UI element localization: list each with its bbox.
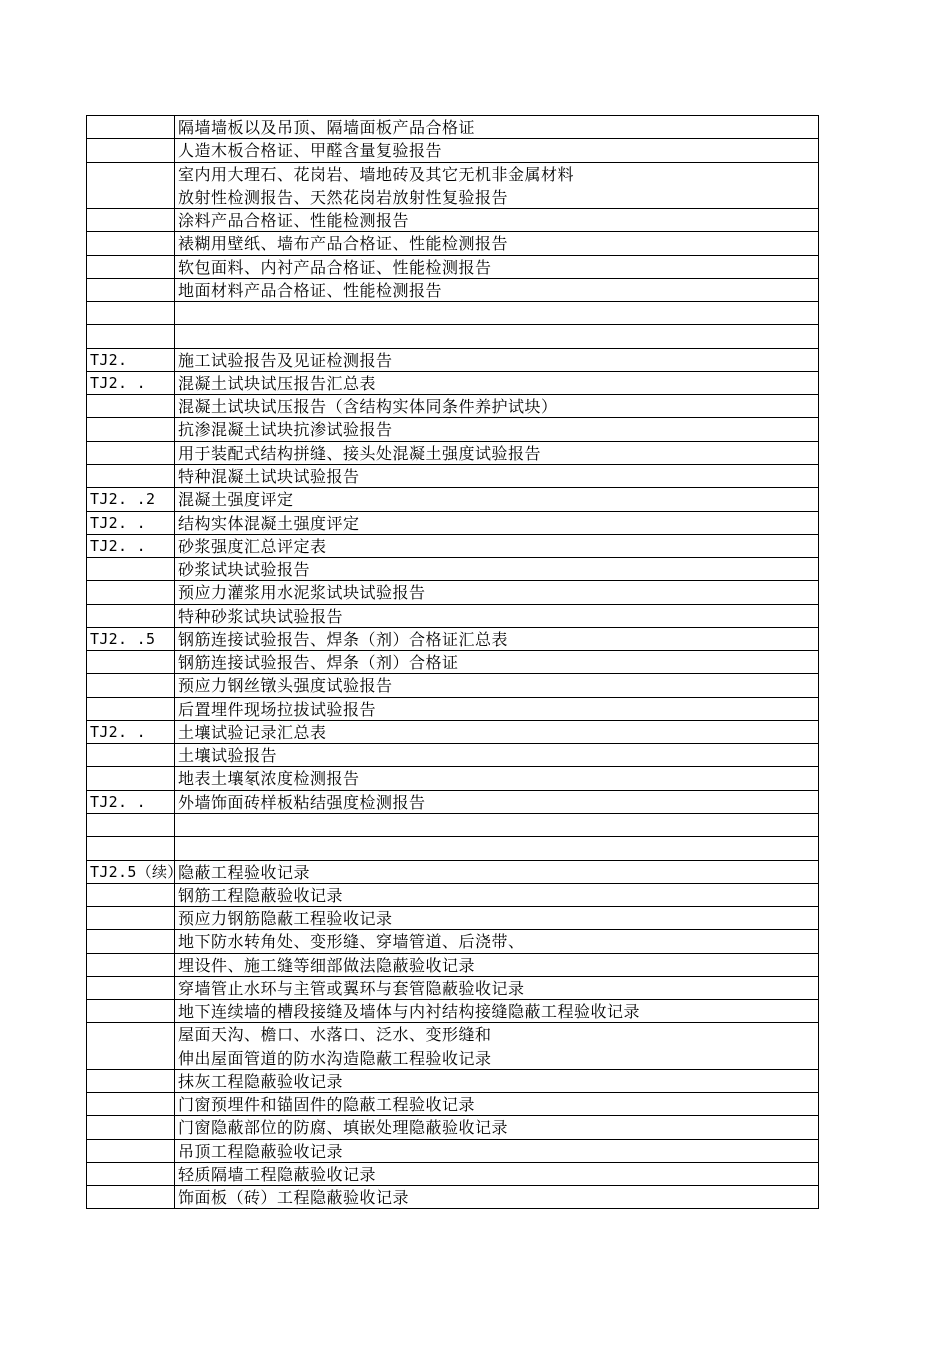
- table-row: [87, 814, 819, 837]
- table-row: [87, 279, 819, 302]
- table-row: [87, 744, 819, 767]
- code-cell[interactable]: [87, 698, 175, 720]
- code-cell[interactable]: [87, 232, 175, 254]
- title-cell[interactable]: 混凝土强度评定: [175, 488, 819, 510]
- code-cell[interactable]: [87, 163, 175, 186]
- table-row: [87, 930, 819, 953]
- code-cell[interactable]: [87, 1116, 175, 1138]
- title-cell[interactable]: 穿墙管止水环与主管或翼环与套管隐蔽验收记录: [175, 977, 819, 999]
- code-cell[interactable]: [87, 395, 175, 417]
- code-cell[interactable]: [87, 256, 175, 278]
- table-row: [87, 1023, 819, 1046]
- title-cell[interactable]: 埋设件、施工缝等细部做法隐蔽验收记录: [175, 954, 819, 976]
- title-cell[interactable]: 饰面板（砖）工程隐蔽验收记录: [175, 1186, 819, 1208]
- code-cell[interactable]: [87, 465, 175, 487]
- table-row: [87, 674, 819, 697]
- title-cell[interactable]: 砂浆强度汇总评定表: [175, 535, 819, 557]
- title-cell[interactable]: 后置埋件现场拉拔试验报告: [175, 698, 819, 720]
- title-cell[interactable]: 预应力钢丝镦头强度试验报告: [175, 674, 819, 696]
- table-row: [87, 628, 819, 651]
- code-cell[interactable]: [87, 907, 175, 929]
- table-row: [87, 581, 819, 604]
- title-cell[interactable]: 屋面天沟、檐口、水落口、泛水、变形缝和: [175, 1023, 819, 1046]
- table-row: [87, 884, 819, 907]
- code-cell[interactable]: [87, 1047, 175, 1069]
- table-row: [87, 512, 819, 535]
- title-cell[interactable]: 隐蔽工程验收记录: [175, 861, 819, 883]
- code-cell[interactable]: TJ2. .2: [87, 488, 175, 510]
- table-row: [87, 442, 819, 465]
- title-cell[interactable]: 抗渗混凝土试块抗渗试验报告: [175, 418, 819, 440]
- title-cell[interactable]: 外墙饰面砖样板粘结强度检测报告: [175, 791, 819, 813]
- table-row: [87, 1047, 819, 1070]
- code-cell[interactable]: [87, 302, 175, 324]
- table-row: [87, 488, 819, 511]
- code-cell[interactable]: [87, 674, 175, 696]
- code-cell[interactable]: TJ2. .: [87, 535, 175, 557]
- table-row: [87, 1140, 819, 1163]
- code-cell[interactable]: [87, 139, 175, 161]
- title-cell[interactable]: 结构实体混凝土强度评定: [175, 512, 819, 534]
- title-cell[interactable]: 地下防水转角处、变形缝、穿墙管道、后浇带、: [175, 930, 819, 952]
- table-row: [87, 1163, 819, 1186]
- table-row: [87, 139, 819, 162]
- code-cell[interactable]: [87, 605, 175, 627]
- title-cell[interactable]: 伸出屋面管道的防水沟造隐蔽工程验收记录: [175, 1047, 819, 1069]
- title-cell[interactable]: 地表土壤氡浓度检测报告: [175, 767, 819, 789]
- code-cell[interactable]: TJ2. .: [87, 512, 175, 534]
- title-cell[interactable]: 预应力灌浆用水泥浆试块试验报告: [175, 581, 819, 603]
- title-cell[interactable]: 施工试验报告及见证检测报告: [175, 349, 819, 371]
- table-row: [87, 325, 819, 348]
- code-cell[interactable]: [87, 209, 175, 231]
- title-cell[interactable]: 用于装配式结构拼缝、接头处混凝土强度试验报告: [175, 442, 819, 464]
- title-cell[interactable]: 软包面料、内衬产品合格证、性能检测报告: [175, 256, 819, 278]
- code-cell[interactable]: TJ2. .5: [87, 628, 175, 650]
- table-row: [87, 116, 819, 139]
- title-cell[interactable]: 放射性检测报告、天然花岗岩放射性复验报告: [175, 186, 819, 208]
- table-row: [87, 1116, 819, 1139]
- title-cell[interactable]: 预应力钢筋隐蔽工程验收记录: [175, 907, 819, 929]
- table-row: [87, 605, 819, 628]
- title-cell[interactable]: 抹灰工程隐蔽验收记录: [175, 1070, 819, 1092]
- title-cell[interactable]: 隔墙墙板以及吊顶、隔墙面板产品合格证: [175, 116, 819, 138]
- title-cell[interactable]: 钢筋工程隐蔽验收记录: [175, 884, 819, 906]
- title-cell[interactable]: 裱糊用壁纸、墙布产品合格证、性能检测报告: [175, 232, 819, 254]
- code-cell[interactable]: [87, 954, 175, 976]
- code-cell[interactable]: [87, 279, 175, 301]
- code-cell[interactable]: TJ2. .: [87, 791, 175, 813]
- code-cell[interactable]: [87, 1093, 175, 1115]
- table-row: [87, 1093, 819, 1116]
- code-cell[interactable]: [87, 884, 175, 906]
- table-row: [87, 721, 819, 744]
- table-row: [87, 349, 819, 372]
- code-cell[interactable]: [87, 1000, 175, 1022]
- title-cell[interactable]: [175, 325, 819, 347]
- title-cell[interactable]: 吊顶工程隐蔽验收记录: [175, 1140, 819, 1162]
- title-cell[interactable]: 钢筋连接试验报告、焊条（剂）合格证汇总表: [175, 628, 819, 650]
- table-row: [87, 791, 819, 814]
- table-row: [87, 1070, 819, 1093]
- table-row: [87, 232, 819, 255]
- table-row: [87, 907, 819, 930]
- table-row: [87, 767, 819, 790]
- table-row: [87, 1186, 819, 1209]
- table-row: [87, 558, 819, 581]
- code-cell[interactable]: [87, 116, 175, 138]
- code-cell[interactable]: [87, 325, 175, 347]
- table-row: [87, 837, 819, 860]
- title-cell[interactable]: 钢筋连接试验报告、焊条（剂）合格证: [175, 651, 819, 673]
- table-row: [87, 465, 819, 488]
- table-row: [87, 163, 819, 186]
- table-row: [87, 256, 819, 279]
- table-row: [87, 186, 819, 209]
- title-cell[interactable]: 地面材料产品合格证、性能检测报告: [175, 279, 819, 301]
- code-cell[interactable]: [87, 1070, 175, 1092]
- code-cell[interactable]: [87, 930, 175, 952]
- table-row: [87, 651, 819, 674]
- table-row: [87, 372, 819, 395]
- table-row: [87, 395, 819, 418]
- code-cell[interactable]: [87, 744, 175, 766]
- title-cell[interactable]: 门窗预埋件和锚固件的隐蔽工程验收记录: [175, 1093, 819, 1115]
- code-cell[interactable]: [87, 418, 175, 440]
- spreadsheet-table: [86, 115, 819, 1209]
- code-cell[interactable]: [87, 651, 175, 673]
- title-cell[interactable]: 涂料产品合格证、性能检测报告: [175, 209, 819, 231]
- code-cell[interactable]: [87, 1186, 175, 1208]
- table-row: [87, 1000, 819, 1023]
- title-cell[interactable]: 特种混凝土试块试验报告: [175, 465, 819, 487]
- table-row: [87, 954, 819, 977]
- title-cell[interactable]: 特种砂浆试块试验报告: [175, 605, 819, 627]
- title-cell[interactable]: 轻质隔墙工程隐蔽验收记录: [175, 1163, 819, 1185]
- code-cell[interactable]: [87, 837, 175, 859]
- code-cell[interactable]: [87, 977, 175, 999]
- title-cell[interactable]: 人造木板合格证、甲醛含量复验报告: [175, 139, 819, 161]
- code-cell[interactable]: [87, 814, 175, 836]
- code-cell[interactable]: [87, 1163, 175, 1185]
- code-cell[interactable]: TJ2.5（续）: [87, 861, 175, 883]
- table-row: [87, 698, 819, 721]
- code-cell[interactable]: [87, 767, 175, 789]
- title-cell[interactable]: [175, 302, 819, 324]
- code-cell[interactable]: TJ2. .: [87, 721, 175, 743]
- title-cell[interactable]: [175, 814, 819, 836]
- title-cell[interactable]: 土壤试验报告: [175, 744, 819, 766]
- code-cell[interactable]: [87, 581, 175, 603]
- code-cell[interactable]: [87, 558, 175, 580]
- code-cell[interactable]: [87, 1140, 175, 1162]
- table-row: [87, 418, 819, 441]
- title-cell[interactable]: 门窗隐蔽部位的防腐、填嵌处理隐蔽验收记录: [175, 1116, 819, 1138]
- title-cell[interactable]: 地下连续墙的槽段接缝及墙体与内衬结构接缝隐蔽工程验收记录: [175, 1000, 819, 1022]
- table-row: [87, 209, 819, 232]
- title-cell[interactable]: 砂浆试块试验报告: [175, 558, 819, 580]
- table-row: [87, 535, 819, 558]
- code-cell[interactable]: [87, 186, 175, 208]
- code-cell[interactable]: TJ2. .: [87, 372, 175, 394]
- table-row: [87, 861, 819, 884]
- table-row: [87, 977, 819, 1000]
- table-row: [87, 302, 819, 325]
- title-cell[interactable]: [175, 837, 819, 859]
- code-cell[interactable]: [87, 1023, 175, 1046]
- title-cell[interactable]: 混凝土试块试压报告（含结构实体同条件养护试块）: [175, 395, 819, 417]
- code-cell[interactable]: TJ2.: [87, 349, 175, 371]
- code-cell[interactable]: [87, 442, 175, 464]
- title-cell[interactable]: 室内用大理石、花岗岩、墙地砖及其它无机非金属材料: [175, 163, 819, 186]
- title-cell[interactable]: 土壤试验记录汇总表: [175, 721, 819, 743]
- title-cell[interactable]: 混凝土试块试压报告汇总表: [175, 372, 819, 394]
